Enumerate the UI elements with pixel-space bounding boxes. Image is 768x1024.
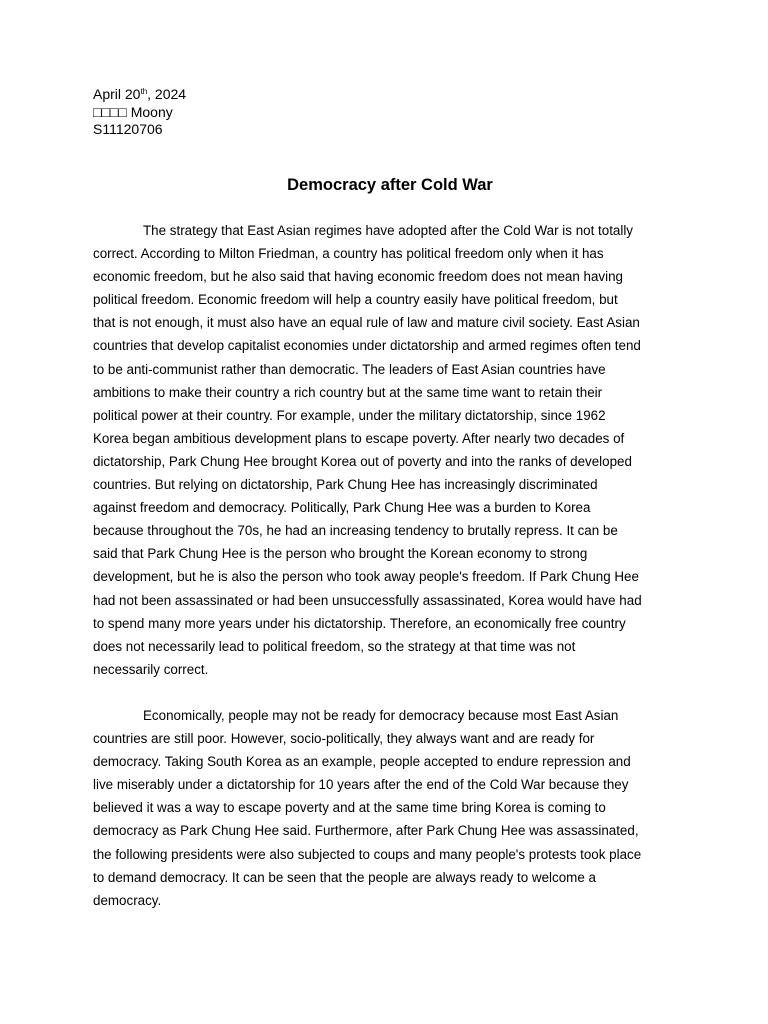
document-title: Democracy after Cold War	[287, 176, 493, 194]
date-line	[93, 86, 186, 104]
paragraph-line: dictatorship, Park Chung Hee brought Korea out of poverty and into the ranks of developed	[93, 453, 632, 469]
paragraph-line: correct. According to Milton Friedman, a country has political freedom only when it has	[93, 246, 604, 262]
paragraph-line: political power at their country. For example, under the military dictatorship, since 1962	[93, 407, 606, 423]
paragraph-line: development, but he is also the person who took away people's freedom. If Park Chung Hee	[93, 569, 639, 585]
paragraph-line: the following presidents were also subjected to coups and many people's protests took place	[93, 846, 642, 862]
paragraph-line: Korea began ambitious development plans to escape poverty. After nearly two decades of	[93, 430, 625, 446]
paragraph-line: The strategy that East Asian regimes have adopted after the Cold War is not totally	[143, 223, 634, 238]
paragraph-line: countries are still poor. However, socio-politically, they always want and are ready for	[93, 731, 595, 747]
paragraph-line: to demand democracy. It can be seen that the people are always ready to welcome a	[93, 869, 596, 885]
date-ordinal-suffix: th	[140, 87, 148, 96]
paragraph-line: economic freedom, but he also said that having economic freedom does not mean having	[93, 269, 623, 285]
paragraph-line: believed it was a way to escape poverty and at the same time bring Korea is coming to	[93, 800, 606, 816]
paragraph-line: said that Park Chung Hee is the person who brought the Korean economy to strong	[93, 546, 588, 562]
paragraph-line: countries. But relying on dictatorship, Park Chung Hee has increasingly discriminated	[93, 477, 598, 493]
paragraph-line: necessarily correct.	[93, 661, 209, 677]
student-id: S11120706	[93, 121, 163, 137]
document-header	[93, 86, 186, 139]
paragraph-line: because throughout the 70s, he had an increasing tendency to brutally repress. It can be	[93, 523, 618, 539]
paragraph-line: live miserably under a dictatorship for 10 years after the end of the Cold War because they	[93, 777, 629, 793]
body-paragraph	[93, 704, 677, 912]
paragraph-line: to spend many more years under his dictatorship. Therefore, an economically free country	[93, 615, 626, 631]
body-paragraph	[93, 219, 677, 681]
paragraph-line: ambitions to make their country a rich country but at the same time want to retain their	[93, 384, 603, 400]
author-name: □□□□ Moony	[93, 103, 173, 120]
paragraph-line: to be anti-communist rather than democratic. The leaders of East Asian countries have	[93, 361, 606, 377]
paragraph-line: Economically, people may not be ready for democracy because most East Asian	[143, 707, 619, 723]
paragraph-line: political freedom. Economic freedom will help a country easily have political freedom, but	[93, 292, 618, 308]
date-text: April 20	[93, 86, 141, 102]
paragraph-line: that is not enough, it must also have an equal rule of law and mature civil society. East Asian	[93, 315, 640, 331]
paragraph-line: had not been assassinated or had been unsuccessfully assassinated, Korea would have had	[93, 592, 642, 608]
date-year: , 2024	[147, 86, 187, 102]
paragraph-line: democracy.	[93, 892, 162, 908]
paragraph-line: countries that develop capitalist economies under dictatorship and armed regimes often tend	[93, 338, 641, 354]
paragraph-line: against freedom and democracy. Politically, Park Chung Hee was a burden to Korea	[93, 500, 591, 516]
document-body	[93, 219, 677, 935]
paragraph-line: does not necessarily lead to political freedom, so the strategy at that time was not	[93, 638, 576, 654]
paragraph-line: democracy as Park Chung Hee said. Furthermore, after Park Chung Hee was assassinated,	[93, 823, 639, 839]
paragraph-line: democracy. Taking South Korea as an example, people accepted to endure repression and	[93, 754, 631, 770]
